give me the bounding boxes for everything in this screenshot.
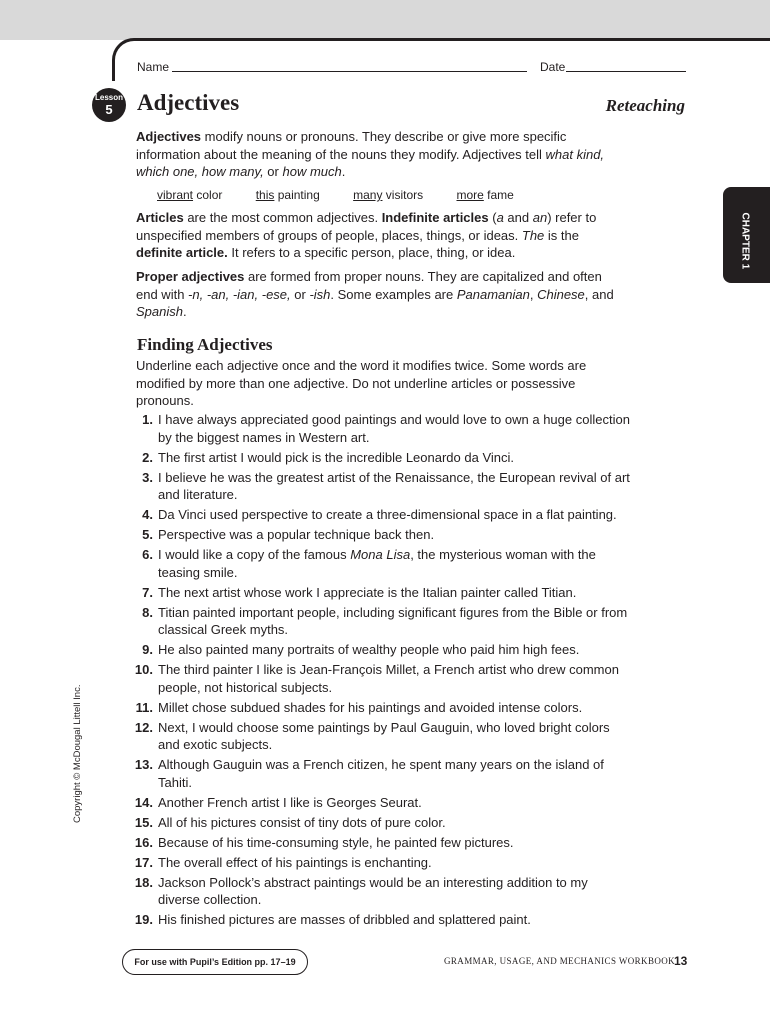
sentence-number: 4. bbox=[142, 507, 153, 522]
sentence-text: The next artist whose work I appreciate is the Italian painter called Titian. bbox=[158, 584, 577, 600]
name-field[interactable] bbox=[172, 60, 527, 74]
example-phrase bbox=[157, 188, 222, 202]
proper-endings: -n, -an, -ian, -ese, bbox=[188, 286, 291, 302]
sentence-number: 7. bbox=[142, 584, 153, 600]
proper-ending-ish: -ish bbox=[309, 286, 331, 302]
sentence-number: 3. bbox=[142, 469, 153, 485]
proper-example: Spanish bbox=[136, 304, 183, 319]
sentence-number: 11. bbox=[135, 699, 153, 715]
sentence-text: Although Gauguin was a French citizen, he spent many years on the island of Tahiti. bbox=[158, 757, 604, 790]
sentence-text: Because of his time-consuming style, he painted few pictures. bbox=[158, 834, 514, 850]
sentence-number: 8. bbox=[142, 604, 153, 620]
intro-term: Adjectives bbox=[136, 129, 202, 144]
sentence-text: The overall effect of his paintings is enchanting. bbox=[158, 854, 432, 870]
article-the: The bbox=[521, 227, 545, 243]
exercise-sentence bbox=[133, 546, 633, 581]
sentence-number: 2. bbox=[142, 449, 153, 465]
date-field[interactable] bbox=[566, 60, 686, 74]
sentence-number: 12. bbox=[134, 719, 153, 735]
example-noun: fame bbox=[483, 188, 514, 202]
example-phrase bbox=[256, 188, 320, 202]
sentence-text: The first artist I would pick is the incredible Leonardo da Vinci. bbox=[158, 449, 514, 465]
example-adjective: many bbox=[353, 188, 383, 202]
sentence-text: He also painted many portraits of wealthy people who paid him high fees. bbox=[158, 642, 580, 657]
exercise-sentence bbox=[133, 854, 633, 872]
example-phrase bbox=[456, 188, 513, 202]
articles-text: ) refer to unspecified members of groups of people, places, things, or ideas. bbox=[136, 210, 597, 243]
sentence-title-italic: Mona Lisa bbox=[350, 547, 411, 562]
intro-text: modify nouns or pronouns. They describe or give more specific information about the meaning of the nouns they modify. Adjectives tell bbox=[136, 129, 567, 162]
sentence-text: I believe he was the greatest artist of the Renaissance, the European revival of art and literature. bbox=[158, 469, 630, 502]
articles-paragraph bbox=[136, 209, 616, 262]
exercise-sentence bbox=[133, 834, 633, 852]
example-adjective: vibrant bbox=[157, 188, 194, 202]
workbook-title: GRAMMAR, USAGE, AND MECHANICS WORKBOOK bbox=[444, 956, 676, 966]
exercise-sentence bbox=[133, 506, 633, 524]
exercise-sentence bbox=[133, 814, 633, 832]
lesson-badge bbox=[92, 88, 126, 122]
articles-term: Articles bbox=[136, 210, 184, 225]
exercise-sentence bbox=[133, 641, 633, 659]
sentence-number: 10. bbox=[134, 662, 153, 677]
articles-text: and bbox=[503, 210, 533, 225]
exercise-sentence bbox=[133, 794, 633, 812]
intro-how-many: how many, bbox=[201, 164, 264, 179]
sentence-number: 13. bbox=[134, 757, 153, 772]
name-label: Name bbox=[137, 60, 170, 74]
sentence-number: 1. bbox=[142, 412, 153, 427]
exercise-sentence bbox=[133, 604, 633, 639]
chapter-tab bbox=[723, 187, 770, 283]
sentence-text: Titian painted important people, including significant figures from the Bible or from classical Greek myths. bbox=[158, 604, 628, 637]
example-noun: painting bbox=[274, 188, 320, 202]
example-noun: visitors bbox=[382, 188, 424, 202]
sentence-number: 17. bbox=[134, 854, 153, 870]
definite-article-term: definite article. bbox=[136, 245, 228, 260]
exercise-sentence bbox=[133, 469, 633, 504]
proper-example: Chinese bbox=[537, 286, 585, 302]
example-phrases bbox=[157, 188, 544, 202]
lesson-number: 5 bbox=[105, 102, 113, 117]
sentence-text: The third painter I like is Jean-François Millet, a French artist who drew common people, not historical subjects. bbox=[158, 662, 619, 695]
articles-text: is the bbox=[544, 227, 579, 243]
exercise-sentence bbox=[133, 911, 633, 929]
sentence-text: Next, I would choose some paintings by Paul Gauguin, who loved bright colors and exotic subjects. bbox=[158, 719, 610, 752]
sentence-text: Perspective was a popular technique back then. bbox=[158, 527, 435, 542]
article-a: a bbox=[496, 210, 504, 225]
exercise-sentence bbox=[133, 526, 633, 544]
articles-text: It refers to a specific person, place, thing, or idea. bbox=[227, 245, 516, 260]
page-title: Adjectives bbox=[137, 90, 240, 115]
exercise-sentence bbox=[133, 661, 633, 696]
intro-how-much: how much bbox=[282, 164, 342, 179]
exercise-sentences bbox=[133, 411, 633, 931]
sentence-text: His finished pictures are masses of dribbled and splattered paint. bbox=[158, 912, 531, 927]
sentence-number: 18. bbox=[134, 874, 153, 890]
proper-adjectives-term: Proper adjectives bbox=[136, 269, 245, 284]
proper-text: are formed from proper nouns. They are capitalized and often end with bbox=[136, 269, 602, 302]
example-adjective: this bbox=[255, 188, 275, 202]
sentence-text: Millet chose subdued shades for his paintings and avoided intense colors. bbox=[158, 699, 583, 715]
exercise-sentence bbox=[133, 584, 633, 602]
sentence-number: 6. bbox=[142, 547, 153, 562]
date-label: Date bbox=[540, 60, 566, 74]
example-phrase bbox=[353, 188, 423, 202]
sentence-number: 14. bbox=[134, 794, 153, 810]
intro-which-one: which one, bbox=[136, 164, 199, 179]
exercise-sentence bbox=[133, 874, 633, 909]
articles-text: ( bbox=[488, 210, 497, 225]
example-noun: color bbox=[193, 188, 223, 202]
sentence-text: , the mysterious woman with the teasing smile. bbox=[158, 547, 596, 580]
sentence-text: Another French artist I like is Georges Seurat. bbox=[158, 794, 422, 810]
sentence-text: Da Vinci used perspective to create a three-dimensional space in a flat painting. bbox=[158, 507, 617, 522]
proper-text: . Some examples are bbox=[330, 286, 457, 302]
articles-text: are the most common adjectives. bbox=[183, 210, 382, 225]
exercise-sentence bbox=[133, 411, 633, 446]
proper-text: or bbox=[290, 286, 310, 302]
sentence-number: 19. bbox=[134, 912, 153, 927]
pupil-edition-reference: For use with Pupil’s Edition pp. 17–19 bbox=[122, 949, 308, 975]
sentence-text: All of his pictures consist of tiny dots of pure color. bbox=[158, 814, 446, 830]
proper-text: , and bbox=[584, 286, 614, 302]
proper-adjectives-paragraph bbox=[136, 268, 616, 321]
sentence-number: 9. bbox=[142, 642, 153, 657]
chapter-tab-label: CHAPTER 1 bbox=[739, 212, 751, 270]
article-an: an bbox=[532, 210, 548, 225]
indefinite-articles-term: Indefinite articles bbox=[381, 210, 489, 225]
page-number: 13 bbox=[674, 954, 688, 968]
top-gray-band bbox=[0, 0, 770, 40]
sentence-number: 15. bbox=[134, 814, 153, 830]
intro-paragraph bbox=[136, 128, 616, 181]
exercise-sentence bbox=[133, 756, 633, 791]
proper-text: , bbox=[529, 286, 538, 302]
proper-text: . bbox=[182, 304, 187, 319]
section-label: Reteaching bbox=[605, 96, 685, 115]
example-adjective: more bbox=[456, 188, 484, 202]
sentence-text: I have always appreciated good paintings and would love to own a huge collection by the biggest names in Western art. bbox=[158, 412, 630, 445]
exercise-sentence bbox=[133, 719, 633, 754]
exercise-sentence bbox=[133, 699, 633, 717]
proper-example: Panamanian bbox=[456, 286, 530, 302]
intro-what-kind: what kind, bbox=[545, 146, 605, 162]
sentence-number: 16. bbox=[134, 834, 153, 850]
intro-end: . bbox=[341, 164, 346, 179]
exercise-heading: Finding Adjectives bbox=[137, 335, 273, 354]
sentence-text: I would like a copy of the famous bbox=[158, 547, 351, 562]
lesson-word: Lesson bbox=[94, 93, 123, 102]
exercise-sentence bbox=[133, 449, 633, 467]
intro-or: or bbox=[263, 164, 283, 179]
exercise-instructions: Underline each adjective once and the word it modifies twice. Some words are modified by more than one adjective. Do not underline articles or possessive pronouns. bbox=[136, 358, 587, 408]
sentence-number: 5. bbox=[142, 527, 153, 542]
sentence-text: Jackson Pollock’s abstract paintings would be an interesting addition to my diverse collection. bbox=[158, 874, 588, 907]
copyright-notice: Copyright © McDougal Littell Inc. bbox=[72, 684, 83, 823]
